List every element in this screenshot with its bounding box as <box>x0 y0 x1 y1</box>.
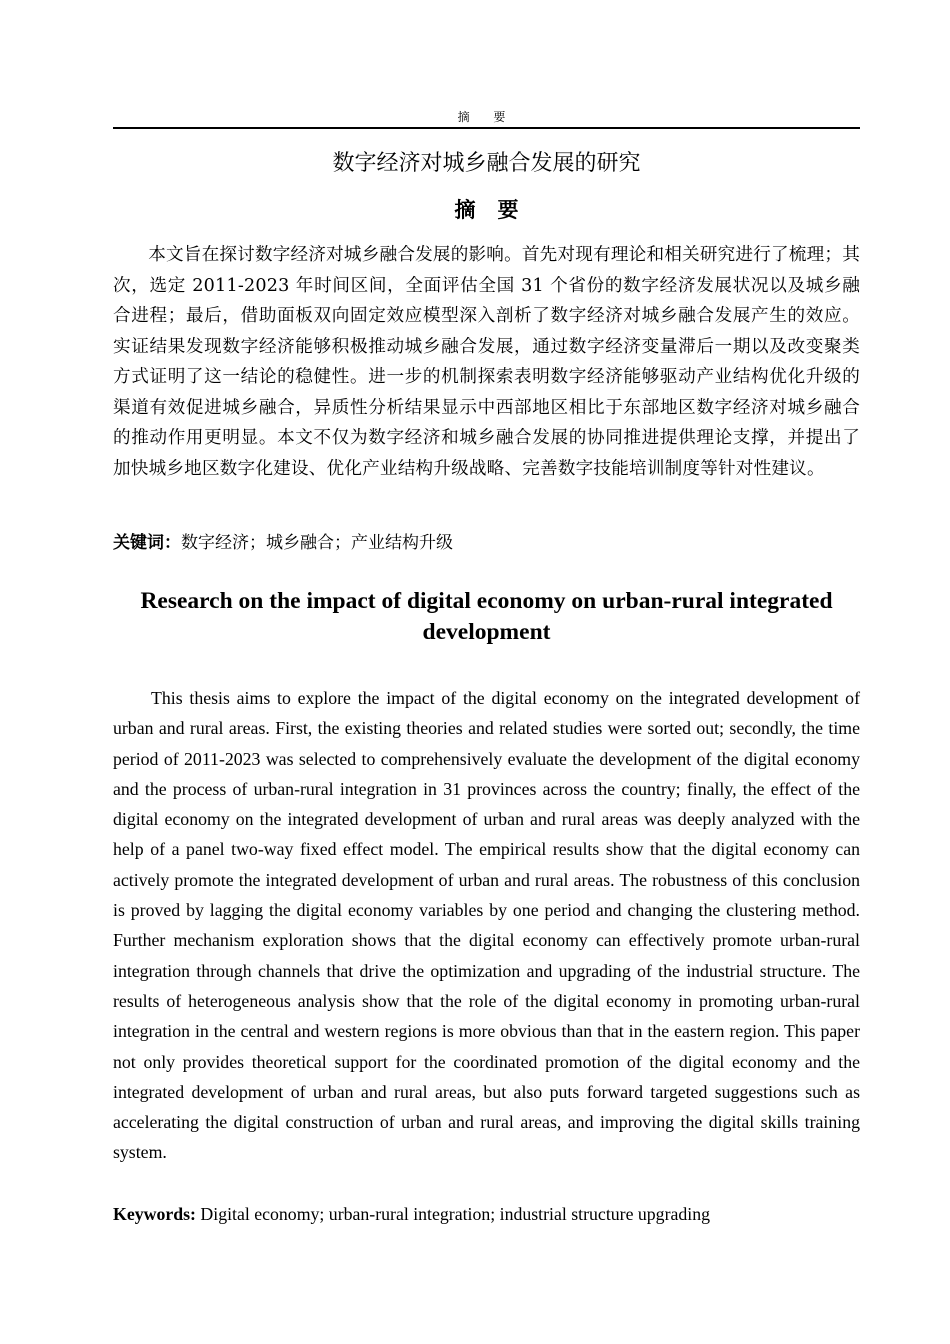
chinese-title: 数字经济对城乡融合发展的研究 <box>332 151 641 176</box>
english-keywords <box>113 1199 860 1229</box>
english-abstract-body: This thesis aims to explore the impact of the digital economy on the integrated development of urban and rural areas. First, the existing theories and related studies were sorted out; secondly, the time period of 2011-2023 was selected to comprehensively evaluate the development of the digital economy and the process of urban-rural integration in 31 provinces across the country; finally, the effect of the digital economy on the integrated development of urban and rural areas was deeply analyzed with the help of a panel two-way fixed effect model. The empirical results show that the digital economy can actively promote the integrated development of urban and rural areas. The robustness of this conclusion is proved by lagging the digital economy variables by one period and changing the clustering method. Further mechanism exploration shows that the digital economy can effectively promote urban-rural integration through channels that drive the optimization and upgrading of the industrial structure. The results of heterogeneous analysis show that the role of the digital economy in promoting urban-rural integration in the central and western regions is more obvious than that in the eastern region. This paper not only provides theoretical support for the coordinated promotion of the digital economy and the integrated development of urban and rural areas, but also puts forward targeted suggestions such as accelerating the digital construction of urban and rural areas, and improving the digital skills training system. <box>113 688 860 1163</box>
chinese-abstract-heading: 摘要 <box>454 198 541 222</box>
english-title: Research on the impact of digital economy on urban-rural integrated development <box>140 588 833 645</box>
english-keywords-label: Keywords: <box>113 1204 196 1224</box>
header-divider <box>113 127 860 129</box>
chinese-keywords-value: 数字经济；城乡融合；产业结构升级 <box>181 533 453 553</box>
english-keywords-value: Digital economy; urban-rural integration; industrial structure upgrading <box>195 1204 711 1224</box>
chinese-keywords-label: 关键词： <box>113 533 181 553</box>
chinese-keywords <box>113 528 860 558</box>
chinese-abstract-body: 本文旨在探讨数字经济对城乡融合发展的影响。首先对现有理论和相关研究进行了梳理；其次，选定 2011-2023 年时间区间，全面评估全国 31 个省份的数字经济发展状况以及城乡融合进程；最后，借助面板双向固定效应模型深入剖析了数字经济对城乡融合发展产生的效应。实证结果发现数字经济能够积极推动城乡融合发展，通过数字经济变量滞后一期以及改变聚类方式证明了这一结论的稳健性。进一步的机制探索表明数字经济能够驱动产业结构优化升级的渠道有效促进城乡融合，异质性分析结果显示中西部地区相比于东部地区数字经济对城乡融合的推动作用更明显。本文不仅为数字经济和城乡融合发展的协同推进提供理论支撑，并提出了加快城乡地区数字化建设、优化产业结构升级战略、完善数字技能培训制度等针对性建议。 <box>113 245 860 479</box>
running-header: 摘 要 <box>457 110 516 124</box>
